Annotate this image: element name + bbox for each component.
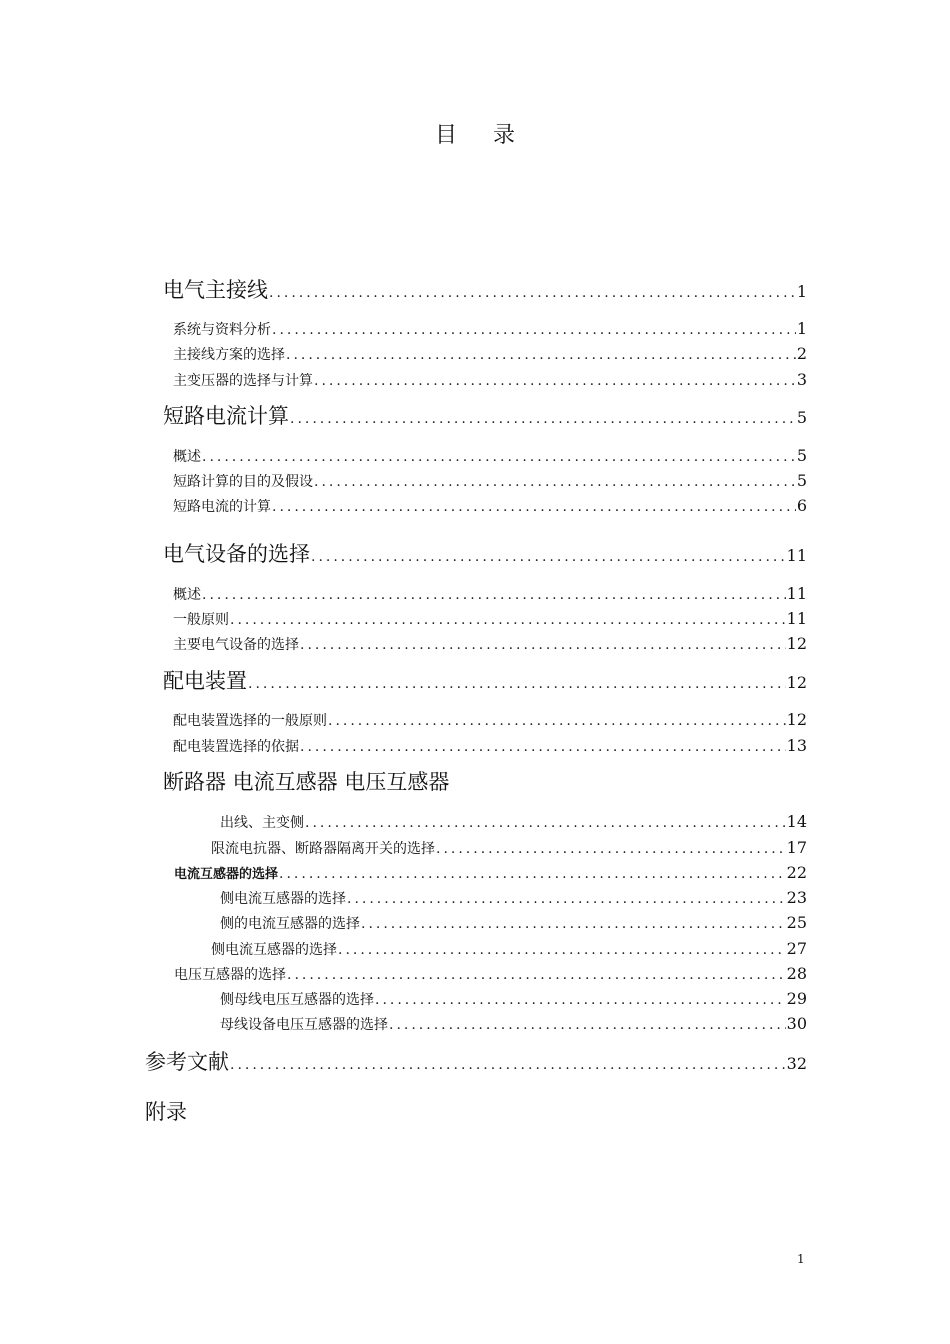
toc-entry-page: 11 (786, 609, 807, 628)
toc-entry-heading[interactable]: 附录 (145, 1100, 187, 1124)
toc-entry[interactable] (220, 989, 807, 1009)
toc-entry-page: 25 (786, 913, 807, 932)
toc-entry-label: 电压互感器的选择 (174, 967, 286, 983)
toc-entry-label: 短路电流的计算 (173, 499, 271, 515)
toc-leader (436, 841, 786, 857)
toc-entry[interactable] (163, 274, 807, 304)
toc-title-left: 目 (434, 123, 457, 148)
toc-leader (338, 942, 786, 958)
toc-entry-page: 12 (786, 710, 807, 729)
toc-entry[interactable] (173, 344, 807, 364)
toc-leader (230, 1057, 786, 1073)
toc-entry-label: 概述 (173, 449, 201, 465)
toc-entry-label: 出线、主变侧 (220, 815, 304, 831)
toc-leader (272, 499, 796, 515)
toc-entry-page: 6 (796, 496, 807, 515)
toc-entry-page: 22 (786, 863, 807, 882)
toc-entry-label: 短路电流计算 (163, 404, 289, 428)
toc-entry-label: 配电装置选择的依据 (173, 739, 299, 755)
toc-entry[interactable] (145, 1046, 807, 1076)
toc-entry-page: 11 (786, 546, 807, 565)
toc-entry-label: 一般原则 (173, 612, 229, 628)
toc-leader (202, 449, 796, 465)
toc-entry-page: 5 (796, 446, 807, 465)
toc-entry-label: 侧电流互感器的选择 (211, 942, 337, 958)
toc-entry-page: 1 (796, 319, 807, 338)
toc-entry[interactable] (173, 319, 807, 339)
toc-leader (202, 587, 786, 603)
toc-leader (347, 891, 786, 907)
toc-entry-label: 限流电抗器、断路器隔离开关的选择 (211, 841, 435, 857)
toc-entry-label: 电气主接线 (163, 278, 268, 302)
toc-leader (305, 815, 786, 831)
toc-entry[interactable] (163, 538, 807, 568)
toc-entry-page: 14 (786, 812, 807, 831)
toc-entry-label: 侧电流互感器的选择 (220, 891, 346, 907)
toc-entry-page: 2 (796, 344, 807, 363)
toc-entry-page: 1 (796, 282, 807, 301)
toc-entry-page: 11 (786, 584, 807, 603)
toc-entry[interactable] (220, 812, 807, 832)
toc-leader (314, 373, 796, 389)
toc-leader (230, 612, 786, 628)
toc-entry[interactable] (173, 584, 807, 604)
toc-entry[interactable] (174, 863, 807, 882)
toc-entry[interactable] (173, 370, 807, 390)
toc-entry[interactable] (173, 609, 807, 629)
toc-leader (311, 549, 786, 565)
toc-title-right: 录 (493, 123, 516, 148)
toc-entry-page: 12 (786, 673, 807, 692)
toc-leader (361, 916, 786, 932)
toc-entry[interactable] (211, 939, 807, 959)
toc-leader (248, 676, 786, 692)
toc-entry-label: 侧的电流互感器的选择 (220, 916, 360, 932)
toc-leader (269, 285, 796, 301)
toc-leader (328, 713, 786, 729)
toc-entry[interactable] (173, 471, 807, 491)
toc-entry-label: 配电装置 (163, 669, 247, 693)
toc-leader (290, 411, 796, 427)
toc-entry[interactable] (220, 1014, 807, 1034)
toc-leader (286, 347, 796, 363)
toc-entry-page: 13 (786, 736, 807, 755)
toc-entry[interactable] (220, 888, 807, 908)
toc-entry[interactable] (173, 446, 807, 466)
toc-entry-page: 5 (796, 408, 807, 427)
toc-entry-page: 32 (786, 1054, 807, 1073)
toc-leader (314, 474, 796, 490)
toc-entry-label: 短路计算的目的及假设 (173, 474, 313, 490)
toc-leader (272, 322, 796, 338)
toc-leader (375, 992, 786, 1008)
toc-entry[interactable] (173, 496, 807, 516)
toc-entry-heading[interactable]: 断路器 电流互感器 电压互感器 (163, 770, 450, 794)
toc-entry[interactable] (173, 710, 807, 730)
toc-leader (279, 866, 786, 882)
toc-entry[interactable] (174, 964, 807, 984)
toc-entry-page: 29 (786, 989, 807, 1008)
toc-entry-label: 配电装置选择的一般原则 (173, 713, 327, 729)
toc-entry-page: 17 (786, 838, 807, 857)
toc-leader (300, 739, 786, 755)
toc-entry-label: 电流互感器的选择 (174, 867, 279, 882)
toc-entry-page: 23 (786, 888, 807, 907)
toc-entry[interactable] (163, 665, 807, 695)
toc-entry[interactable] (173, 634, 807, 654)
toc-entry-label: 母线设备电压互感器的选择 (220, 1017, 388, 1033)
toc-entry-page: 5 (796, 471, 807, 490)
toc-entry-label: 侧母线电压互感器的选择 (220, 992, 374, 1008)
toc-leader (300, 637, 786, 653)
toc-entry[interactable] (173, 736, 807, 756)
toc-entry[interactable] (163, 400, 807, 430)
toc-entry-label: 概述 (173, 587, 201, 603)
toc-entry-label: 主要电气设备的选择 (173, 637, 299, 653)
toc-leader (287, 967, 786, 983)
toc-entry-label: 主接线方案的选择 (173, 347, 285, 363)
toc-entry-label: 电气设备的选择 (163, 542, 310, 566)
toc-entry-page: 28 (786, 964, 807, 983)
toc-entry[interactable] (211, 838, 807, 858)
toc-entry-label: 参考文献 (145, 1050, 229, 1074)
toc-entry-page: 12 (786, 634, 807, 653)
toc-entry-page: 3 (796, 370, 807, 389)
page-number: 1 (797, 1252, 805, 1266)
toc-leader (389, 1017, 786, 1033)
toc-entry[interactable] (220, 913, 807, 933)
toc-entry-page: 30 (786, 1014, 807, 1033)
toc-entry-label: 主变压器的选择与计算 (173, 373, 313, 389)
toc-entry-label: 系统与资料分析 (173, 322, 271, 338)
toc-entry-page: 27 (786, 939, 807, 958)
